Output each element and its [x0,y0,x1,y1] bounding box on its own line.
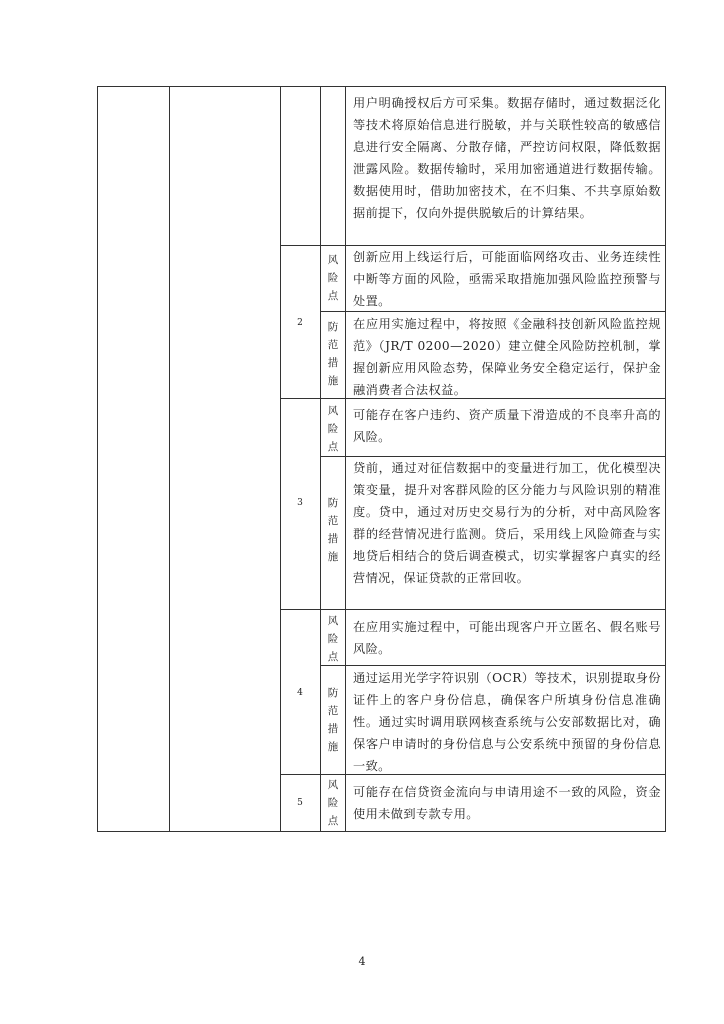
risk-point-label: 风险点 [327,405,339,453]
column-divider [320,86,321,832]
page-number: 4 [358,955,366,968]
risk-point-text: 在应用实施过程中，可能出现客户开立匿名、假名账号风险。 [353,620,661,656]
continued-measure-text: 用户明确授权后方可采集。数据存储时，通过数据泛化等技术将原始信息进行脱敏，并与关联性较高的敏感信息进行安全隔离、分散存储，严控访问权限，降低数据泄露风险。数据传输时，采用加密通道进行数据传输。数据使用时，借助加密技术，在不归集、不共享原始数据前提下，仅向外提供脱敏后的计算结果。 [353,96,661,220]
row-number: 5 [297,798,303,808]
row-number: 2 [297,318,303,328]
risk-point-label: 风险点 [327,779,339,827]
prevention-measures-label: 防范措施 [327,321,339,387]
risk-point-text: 创新应用上线运行后，可能面临网络攻击、业务连续性中断等方面的风险，亟需采取措施加强风险监控预警与处置。 [353,250,661,308]
prevention-measures-label: 防范措施 [327,497,339,563]
prevention-measures-text: 贷前，通过对征信数据中的变量进行加工，优化模型决策变量，提升对客群风险的区分能力与风险识别的精准度。贷中，通过对历史交易行为的分析，对中高风险客群的经营情况进行监测。贷后，采用线上风险筛查与实地贷后相结合的贷后调查模式，切实掌握客户真实的经营情况，保证贷款的正常回收。 [353,461,661,585]
column-divider [345,86,346,832]
row-divider [320,665,666,666]
table-top-border [97,86,666,87]
risk-point-label: 风险点 [327,254,339,302]
row-number: 4 [297,688,303,698]
row-number: 3 [297,498,303,508]
table-left-border [97,86,98,832]
risk-table [97,86,666,832]
prevention-measures-text: 在应用实施过程中，将按照《金融科技创新风险监控规范》（JR/T 0200—2020）建立健全风险防控机制，掌握创新应用风险态势，保障业务安全稳定运行，保护金融消费者合法权益。 [353,317,661,397]
table-right-border [665,86,666,832]
risk-point-label: 风险点 [327,615,339,663]
column-divider [280,86,281,832]
prevention-measures-text: 通过运用光学字符识别（OCR）等技术，识别提取身份证件上的客户身份信息，确保客户所填身份信息准确性。通过实时调用联网核查系统与公安部数据比对，确保客户申请时的身份信息与公安系统中预留的身份信息一致。 [353,671,661,773]
row-divider [280,609,666,610]
table-bottom-border [97,831,666,832]
prevention-measures-label: 防范措施 [327,687,339,753]
risk-point-text: 可能存在客户违约、资产质量下滑造成的不良率升高的风险。 [353,408,661,444]
risk-point-text: 可能存在信贷资金流向与申请用途不一致的风险，资金使用未做到专款专用。 [353,785,661,821]
column-divider [169,86,170,832]
